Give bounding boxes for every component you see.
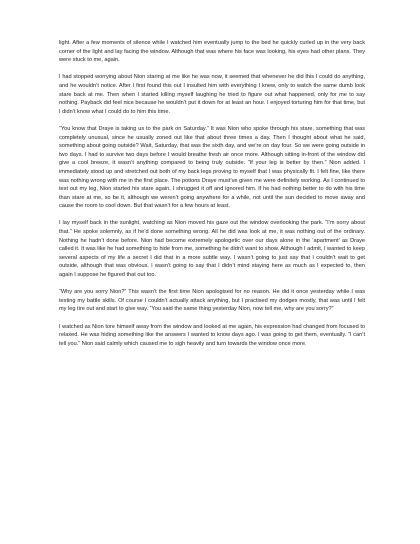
- paragraph-2: I had stopped worrying about Nion staring at me like he was now, it seemed that whenever he did this I could do anything, and he wouldn’t notice. After I first found this out I insulted him with everything I knew, only to watch the same dumb look stare back at me. Then when I started killing myself laughing he tried to figure out what happened, only for me to say nothing. Payback did feel nice because he wouldn’t put it down for at least an hour. I enjoyed torturing him for that time, but I didn’t know what I could do to him this time.: [59, 74, 365, 115]
- paragraph-4: I lay myself back in the sunlight, watching as Nion moved his gaze out the window overlooking the park. “I’m sorry about that.” He spoke solemnly, as if he’d done something wrong. All he did was look at me, it was nothing out of the ordinary. Nothing he hadn’t done before. Nion had become extremely apologetic over our days alone in the ‘apartment’ as Draye called it. It was like he had something to hide from me, something he didn’t want to show. Although I admit, I wanted to keep several aspects of my life a secret I did that in a more subtle way. I wasn’t going to just say that I couldn’t wait to get outside, although that was obvious. I wasn’t going to say that I didn’t mind staying here as much as I expected to, then again I suppose he figured that out too.: [59, 220, 365, 279]
- document-page: [59, 39, 365, 357]
- paragraph-1: light. After a few moments of silence while I watched him eventually jump to the bed he quickly curled up in the very back corner of the light and lay facing the window. Although that was where his face was looking, his eyes had other plans. They were stuck to me, again.: [59, 40, 365, 64]
- paragraph-3: “You know that Draye is taking us to the park on Saturday.” It was Nion who spoke through his stare, something that was completely unusual, since he usually zoned out like that about three times a day. Then I thought about what he said, something about going outside? Wait, Saturday, that was the sixth day, and we’re on day four. So we were going outside in two days. I had to survive two days before I would breathe fresh air once more. Although sitting in-front of the window did give a cool breeze, it wasn’t anything compared to being truly outside. “If your leg is better by then.” Nion added. I immediately stood up and stretched out both of my back legs proving to myself that I was physically fit. I felt fine, like there was nothing wrong with me in the first place. The potions Draye must’ve given me were definitely working. As I continued to test out my leg, Nion started his stare again, I shrugged it off and ignored him. If he had nothing better to do with his time than stare at me, so be it, although we weren’t going anywhere for a while, not until the sun decided to move away and cause the room to cool down. But that wasn’t for a few hours at least.: [59, 125, 365, 210]
- paragraph-5: “Why are you sorry Nion?” This wasn’t the first time Nion apologised for no reason. He did it once yesterday while I was testing my battle skills. Of course I couldn’t actually attack anything, but I practised my dodges mostly, that was until I felt my leg tire out and start to give way. “You said the same thing yesterday Nion, now tell me, why are you sorry?”: [59, 289, 365, 313]
- paragraph-6: I watched as Nion tore himself away from the window and looked at me again, his expression had changed from focused to relaxed. He was hiding something like the answers I wanted to know days ago. I was going to get them, eventually. “I can’t tell you.” Nion said calmly which caused me to sigh heavily and turn towards the window once more.: [59, 323, 365, 347]
